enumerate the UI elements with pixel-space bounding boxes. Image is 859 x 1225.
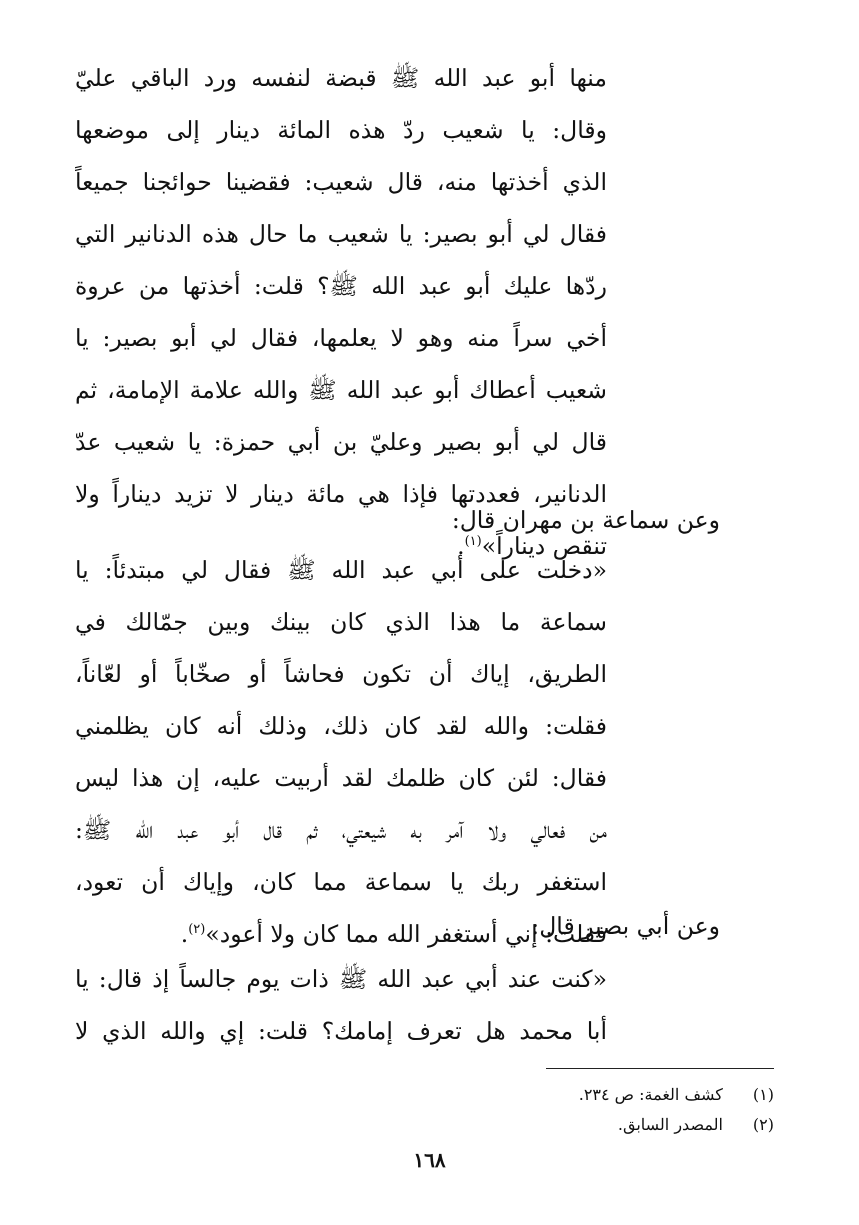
text-line: فقال: لئن كان ظلمك لقد أربيت عليه، إن هذا ليس [75, 764, 607, 792]
text-line: منها أبو عبد الله ﷺ قبضة لنفسه ورد الباقي عليّ [75, 64, 607, 92]
section-heading-2: وعن أبي بصير قال: [531, 912, 720, 940]
text-line: وقال: يا شعيب ردّ هذه المائة دينار إلى موضعها [75, 116, 607, 144]
footnotes [450, 1080, 774, 1140]
footnote-number: (١) [752, 1085, 774, 1104]
section-heading-1: وعن سماعة بن مهران قال: [451, 506, 720, 534]
text-line: أبا محمد هل تعرف إمامك؟ قلت: إي والله الذي لا [75, 1017, 607, 1045]
footnote-marker: (٢) [188, 922, 206, 938]
footnote-text: المصدر السابق. [617, 1115, 723, 1134]
paragraph-2 [75, 544, 607, 960]
text-line: سماعة ما هذا الذي كان بينك وبين جمّالك في [75, 608, 607, 636]
text-line: من فعالي ولا آمر به شيعتي، ثم قال أبو عبد الله ﷺ: [75, 816, 607, 844]
text-line: أخي سراً منه وهو لا يعلمها، فقال لي أبو بصير: يا [75, 324, 607, 352]
line-text: فقلت: إني أستغفر الله مما كان ولا أعود» [205, 920, 607, 948]
page-number: ١٦٨ [413, 1148, 446, 1172]
text-line: فقال لي أبو بصير: يا شعيب ما حال هذه الدنانير التي [75, 220, 607, 248]
text-line: الدنانير، فعددتها فإذا هي مائة دينار لا تزيد ديناراً ولا [75, 480, 607, 508]
footnote-number: (٢) [752, 1115, 774, 1134]
footnote-text: كشف الغمة: ص ٢٣٤. [578, 1085, 723, 1104]
footnote-item [450, 1080, 774, 1110]
text-line: قال لي أبو بصير وعليّ بن أبي حمزة: يا شعيب عدّ [75, 428, 607, 456]
text-line: ردّها عليك أبو عبد الله ﷺ؟ قلت: أخذتها من عروة [75, 272, 607, 300]
paragraph-3 [75, 953, 607, 1057]
text-line: الذي أخذتها منه، قال شعيب: فقضينا حوائجنا جميعاً [75, 168, 607, 196]
text-line: الطريق، إياك أن تكون فحاشاً أو صخّاباً أو لعّاناً، [75, 660, 607, 688]
footnote-marker: (١) [464, 534, 482, 550]
footnote-item [450, 1110, 774, 1140]
line-text: تنقص ديناراً» [481, 532, 607, 560]
line-end: . [180, 920, 189, 948]
line-end: . [457, 532, 465, 560]
text-line: فقلت: والله لقد كان ذلك، وذلك أنه كان يظلمني [75, 712, 607, 740]
text-line: «كنت عند أبي عبد الله ﷺ ذات يوم جالساً إذ قال: يا [75, 965, 607, 993]
footnote-divider [546, 1068, 774, 1069]
text-line: شعيب أعطاك أبو عبد الله ﷺ والله علامة الإمامة، ثم [75, 376, 607, 404]
text-line: «دخلت على أبي عبد الله ﷺ فقال لي مبتدئاً: يا [75, 556, 607, 584]
text-line: استغفر ربك يا سماعة مما كان، وإياك أن تعود، [75, 868, 607, 896]
